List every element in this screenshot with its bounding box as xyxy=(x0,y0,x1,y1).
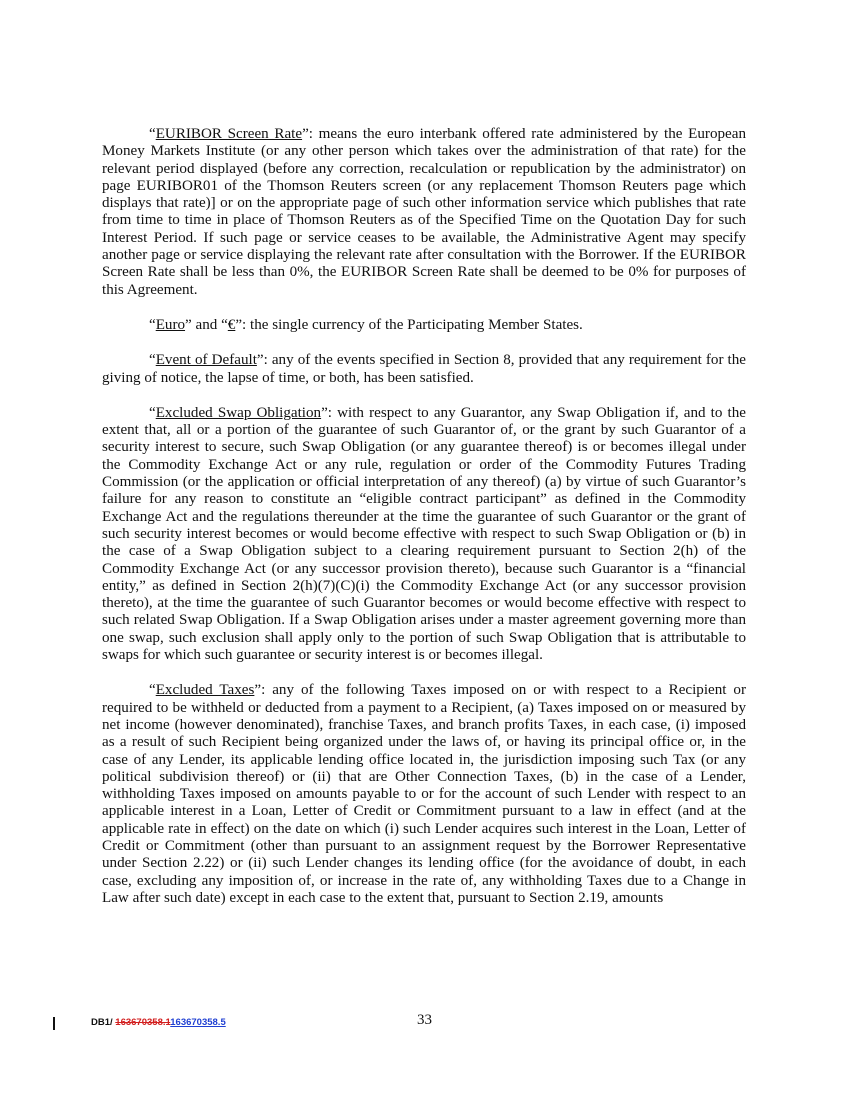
deleted-doc-id: 163670358.1 xyxy=(115,1017,171,1028)
definition-excluded-swap-obligation xyxy=(102,405,746,664)
definition-euribor-screen-rate xyxy=(102,126,746,299)
defined-term: Excluded Swap Obligation xyxy=(155,404,322,421)
definition-text: ”: means the euro interbank offered rate administered by the European Money Markets Institute (or any other person which takes over the administration of that rate) for the relevant period displayed (before any correction, recalculation or republication by the administrator) on page EURIBOR01 of the Thomson Reuters screen (or any replacement Thomson Reuters page which displays that rate)] or on the appropriate page of such other information service which publishes that rate from time to time in place of Thomson Reuters as of the Specified Time on the Quotation Day for such Interest Period. If such page or service ceases to be available, the Administrative Agent may specify another page or service displaying the relevant rate after consultation with the Borrower. If the EURIBOR Screen Rate shall be less than 0%, the EURIBOR Screen Rate shall be deemed to be 0% for purposes of this Agreement. xyxy=(102,126,746,298)
definition-euro xyxy=(102,317,746,334)
open-quote: “ xyxy=(149,682,156,699)
definition-event-of-default xyxy=(102,352,746,387)
defined-term: Euro xyxy=(155,316,186,333)
defined-term: Excluded Taxes xyxy=(155,682,255,699)
open-quote: “ xyxy=(149,126,156,142)
open-quote: “ xyxy=(149,352,156,369)
open-quote: “ xyxy=(149,316,156,333)
definition-text: ”: the single currency of the Participating Member States. xyxy=(235,316,583,333)
document-id xyxy=(91,1017,226,1028)
definition-excluded-taxes xyxy=(102,682,746,907)
change-bar xyxy=(53,1017,55,1030)
defined-term-symbol: € xyxy=(227,316,236,333)
definition-text: ”: with respect to any Guarantor, any Swap Obligation if, and to the extent that, all or a portion of the guarantee of such Guarantor of, or the grant by such Guarantor of a security interest to secure, such Swap Obligation (or any guarantee thereof) is or becomes illegal under the Commodity Exchange Act or any rule, regulation or order of the Commodity Futures Trading Commission (or the application or official interpretation of any thereof) (a) by virtue of such Guarantor’s failure for any reason to constitute an “eligible contract participant” as defined in the Commodity Exchange Act and the regulations thereunder at the time the guarantee of such Guarantor or the grant of such security interest becomes or would become effective with respect to such Swap Obligation or (b) in the case of a Swap Obligation subject to a clearing requirement pursuant to Section 2(h) of the Commodity Exchange Act (or any successor provision thereto), because such Guarantor is a “financial entity,” as defined in Section 2(h)(7)(C)(i) the Commodity Exchange Act (or any successor provision thereto), at the time the guarantee of such Guarantor becomes or would become effective with respect to such related Swap Obligation. If a Swap Obligation arises under a master agreement governing more than one swap, such exclusion shall apply only to the portion of such Swap Obligation that is attributable to swaps for which such guarantee or security interest is or becomes illegal. xyxy=(102,404,746,664)
definition-text: ”: any of the following Taxes imposed on or with respect to a Recipient or required to be withheld or deducted from a payment to a Recipient, (a) Taxes imposed on or measured by net income (however denominated), franchise Taxes, and branch profits Taxes, in each case, (i) imposed as a result of such Recipient being organized under the laws of, or having its principal office or, in the case of any Lender, its applicable lending office located in, the jurisdiction imposing such Tax (or any political subdivision thereof) or (ii) that are Other Connection Taxes, (b) in the case of a Lender, withholding Taxes imposed on amounts payable to or for the account of such Lender with respect to an applicable interest in a Loan, Letter of Credit or Commitment pursuant to a law in effect (and at the applicable rate in effect) on the date on which (i) such Lender acquires such interest in the Loan, Letter of Credit or Commitment (other than pursuant to an assignment request by the Borrower Representative under Section 2.22) or (ii) such Lender changes its lending office (for the avoidance of doubt, in each case, excluding any imposition of, or increase in the rate of, any withholding Taxes due to a Change in Law after such date) except in each case to the extent that, pursuant to Section 2.19, amounts xyxy=(102,682,746,906)
open-quote: “ xyxy=(149,404,156,421)
defined-term: Event of Default xyxy=(155,352,257,369)
definition-text: ”: any of the events specified in Section 8, provided that any requirement for the giving of notice, the lapse of time, or both, has been satisfied. xyxy=(102,352,746,386)
mid-quote: ” and “ xyxy=(185,316,228,333)
defined-term: EURIBOR Screen Rate xyxy=(155,126,303,142)
document-page xyxy=(102,126,746,925)
page-number: 33 xyxy=(417,1012,432,1028)
inserted-doc-id: 163670358.5 xyxy=(170,1017,226,1028)
doc-prefix: DB1/ xyxy=(91,1017,116,1028)
